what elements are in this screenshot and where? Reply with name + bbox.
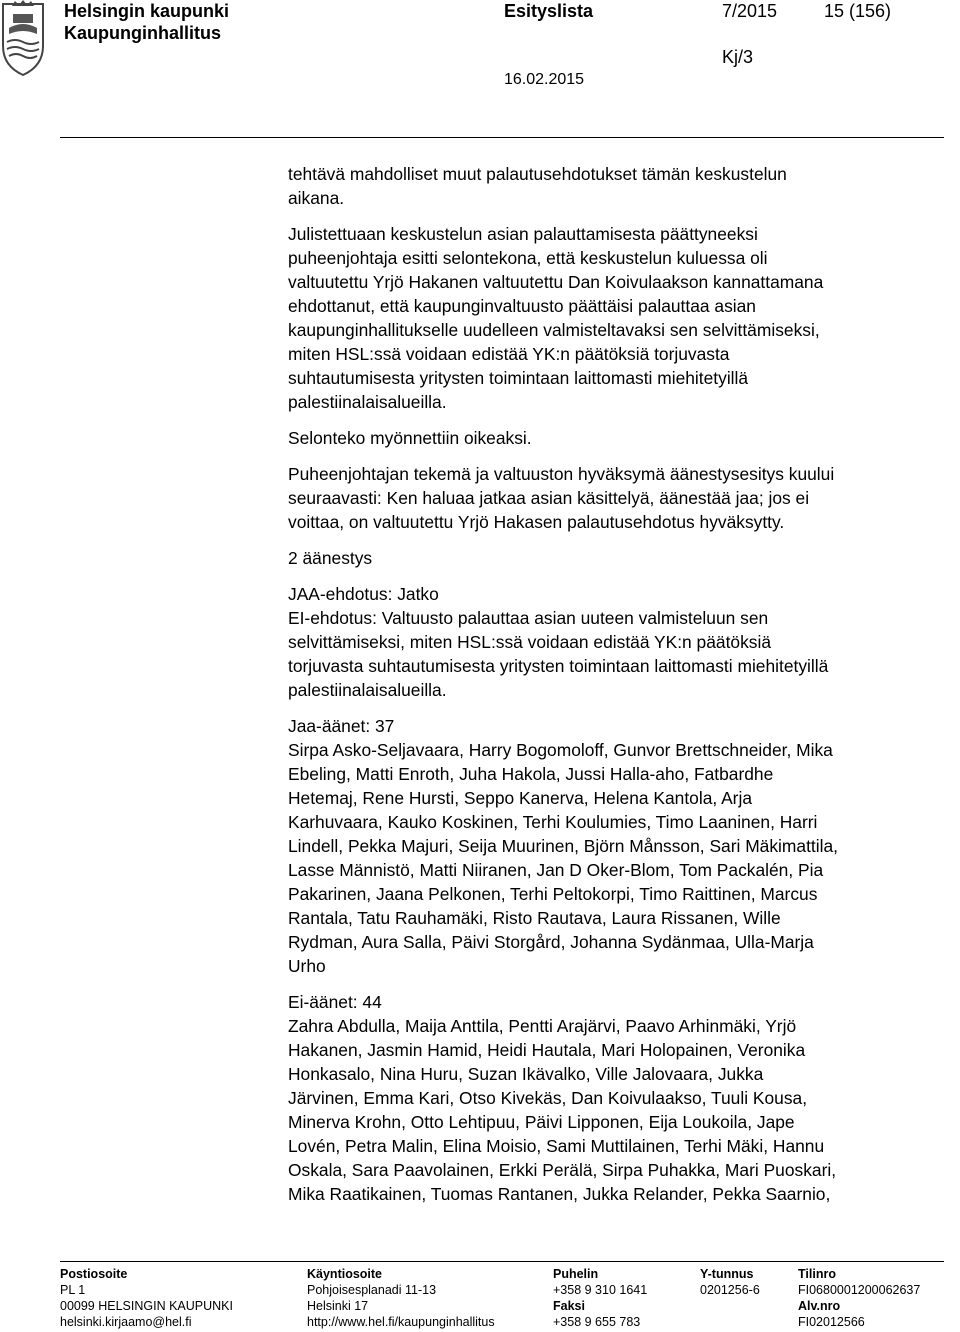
paragraph-vote-options <box>288 582 948 702</box>
text-line: puheenjohtaja esitti selontekona, että keskustelun kuluessa oli <box>288 248 768 268</box>
text-line: valtuutettu Yrjö Hakanen valtuutettu Dan Koivulaakson kannattamana <box>288 272 824 292</box>
text-line: Rydman, Aura Salla, Päivi Storgård, Johanna Sydänmaa, Ulla-Marja <box>288 932 814 952</box>
footer-line: FI02012566 <box>798 1315 865 1329</box>
text-line: voittaa, on valtuutettu Yrjö Hakasen palautusehdotus hyväksytty. <box>288 512 785 532</box>
paragraph-no-votes <box>288 990 948 1206</box>
text-line: Ei-äänet: 44 <box>288 992 382 1012</box>
text-line: torjuvasta suhtautumisesta yritysten toimintaan laittomasti miehitetyillä <box>288 656 829 676</box>
reference-code: Kj/3 <box>722 47 754 67</box>
page-number: 15 (156) <box>824 1 892 21</box>
text-line: aikana. <box>288 188 345 208</box>
header-rule <box>60 137 944 138</box>
text-line: Pakarinen, Jaana Pelkonen, Terhi Peltokorpi, Timo Raittinen, Marcus <box>288 884 818 904</box>
footer-business-id <box>700 1266 760 1298</box>
paragraph-statement-confirmed <box>288 426 948 450</box>
text-line: Lasse Männistö, Matti Niiranen, Jan D Oker-Blom, Tom Packalén, Pia <box>288 860 824 880</box>
footer-heading: Alv.nro <box>798 1299 841 1313</box>
text-line: Oskala, Sara Paavolainen, Erkki Perälä, Sirpa Puhakka, Mari Puoskari, <box>288 1160 837 1180</box>
paragraph-chair-statement <box>288 222 948 414</box>
paragraph-return-note <box>288 162 948 210</box>
doc-type: Esityslista <box>504 1 594 21</box>
helsinki-crest-logo <box>0 0 46 78</box>
text-line: Rantala, Tatu Rauhamäki, Risto Rautava, Laura Rissanen, Wille <box>288 908 781 928</box>
footer-heading: Faksi <box>553 1299 585 1313</box>
text-line: Zahra Abdulla, Maija Anttila, Pentti Arajärvi, Paavo Arhinmäki, Yrjö <box>288 1016 797 1036</box>
text-line: Jaa-äänet: 37 <box>288 716 395 736</box>
footer-heading: Puhelin <box>553 1267 599 1281</box>
footer-line: Helsinki 17 <box>307 1299 369 1313</box>
text-line: Lovén, Petra Malin, Elina Moisio, Sami Muttilainen, Terhi Mäki, Hannu <box>288 1136 825 1156</box>
paragraph-yes-votes <box>288 714 948 978</box>
footer-line: PL 1 <box>60 1283 86 1297</box>
text-line: tehtävä mahdolliset muut palautusehdotukset tämän keskustelun <box>288 164 787 184</box>
text-line: miten HSL:ssä voidaan edistää YK:n päätöksiä torjuvasta <box>288 344 730 364</box>
footer-account <box>798 1266 920 1330</box>
footer-heading: Käyntiosoite <box>307 1267 383 1281</box>
text-line: Minerva Krohn, Otto Lehtipuu, Päivi Lipponen, Eija Loukoila, Jape <box>288 1112 795 1132</box>
meeting-date: 16.02.2015 <box>504 71 585 88</box>
text-line: Lindell, Pekka Majuri, Seija Muurinen, Björn Månsson, Sari Mäkimattila, <box>288 836 838 856</box>
footer-email: helsinki.kirjaamo@hel.fi <box>60 1315 192 1329</box>
footer-phone <box>553 1266 647 1330</box>
text-line: Karhuvaara, Kauko Koskinen, Terhi Koulumies, Timo Laaninen, Harri <box>288 812 818 832</box>
text-line: Hetemaj, Rene Hursti, Seppo Kanerva, Helena Kantola, Arja <box>288 788 753 808</box>
footer-visiting-address <box>307 1266 495 1330</box>
text-line: Honkasalo, Nina Huru, Suzan Ikävalko, Ville Jalovaara, Jukka <box>288 1064 764 1084</box>
footer-heading: Postiosoite <box>60 1267 128 1281</box>
org-name: Helsingin kaupunki <box>64 1 230 21</box>
text-line: palestiinalaisalueilla. <box>288 392 447 412</box>
text-line: Mika Raatikainen, Tuomas Rantanen, Jukka Relander, Pekka Saarnio, <box>288 1184 831 1204</box>
paragraph-vote-proposal <box>288 462 948 534</box>
footer-line: FI0680001200062637 <box>798 1283 921 1297</box>
footer-line: +358 9 655 783 <box>553 1315 641 1329</box>
text-line: Sirpa Asko-Seljavaara, Harry Bogomoloff, Gunvor Brettschneider, Mika <box>288 740 833 760</box>
text-line: 2 äänestys <box>288 548 373 568</box>
footer-line: 0201256-6 <box>700 1283 760 1297</box>
text-line: ehdottanut, että kaupunginvaltuusto päättäisi palauttaa asian <box>288 296 756 316</box>
footer-url: http://www.hel.fi/kaupunginhallitus <box>307 1315 495 1329</box>
text-line: EI-ehdotus: Valtuusto palauttaa asian uuteen valmisteluun sen <box>288 608 769 628</box>
footer-postal-address <box>60 1266 233 1330</box>
document-body <box>288 162 948 1206</box>
body-name: Kaupunginhallitus <box>64 23 221 43</box>
footer-line: 00099 HELSINGIN KAUPUNKI <box>60 1299 233 1313</box>
footer-heading: Tilinro <box>798 1267 836 1281</box>
paragraph-vote-number <box>288 546 948 570</box>
text-line: Hakanen, Jasmin Hamid, Heidi Hautala, Mari Holopainen, Veronika <box>288 1040 806 1060</box>
text-line: kaupunginhallitukselle uudelleen valmisteltavaksi sen selvittämiseksi, <box>288 320 820 340</box>
issue-number: 7/2015 <box>722 1 778 21</box>
footer-heading: Y-tunnus <box>700 1267 754 1281</box>
text-line: Urho <box>288 956 326 976</box>
text-line: suhtautumisesta yritysten toimintaan laittomasti miehitetyillä <box>288 368 749 388</box>
text-line: Järvinen, Emma Kari, Otso Kivekäs, Dan Koivulaakso, Tuuli Kousa, <box>288 1088 808 1108</box>
footer-line: Pohjoisesplanadi 11-13 <box>307 1283 437 1297</box>
text-line: Ebeling, Matti Enroth, Juha Hakola, Jussi Halla-aho, Fatbardhe <box>288 764 774 784</box>
text-line: seuraavasti: Ken haluaa jatkaa asian käsittelyä, äänestää jaa; jos ei <box>288 488 810 508</box>
text-line: Puheenjohtajan tekemä ja valtuuston hyväksymä äänestysesitys kuului <box>288 464 835 484</box>
footer-rule <box>60 1261 944 1262</box>
text-line: palestiinalaisalueilla. <box>288 680 447 700</box>
footer-line: +358 9 310 1641 <box>553 1283 648 1297</box>
text-line: Selonteko myönnettiin oikeaksi. <box>288 428 532 448</box>
text-line: JAA-ehdotus: Jatko <box>288 584 439 604</box>
text-line: selvittämiseksi, miten HSL:ssä voidaan edistää YK:n päätöksiä <box>288 632 771 652</box>
text-line: Julistettuaan keskustelun asian palauttamisesta päättyneeksi <box>288 224 758 244</box>
